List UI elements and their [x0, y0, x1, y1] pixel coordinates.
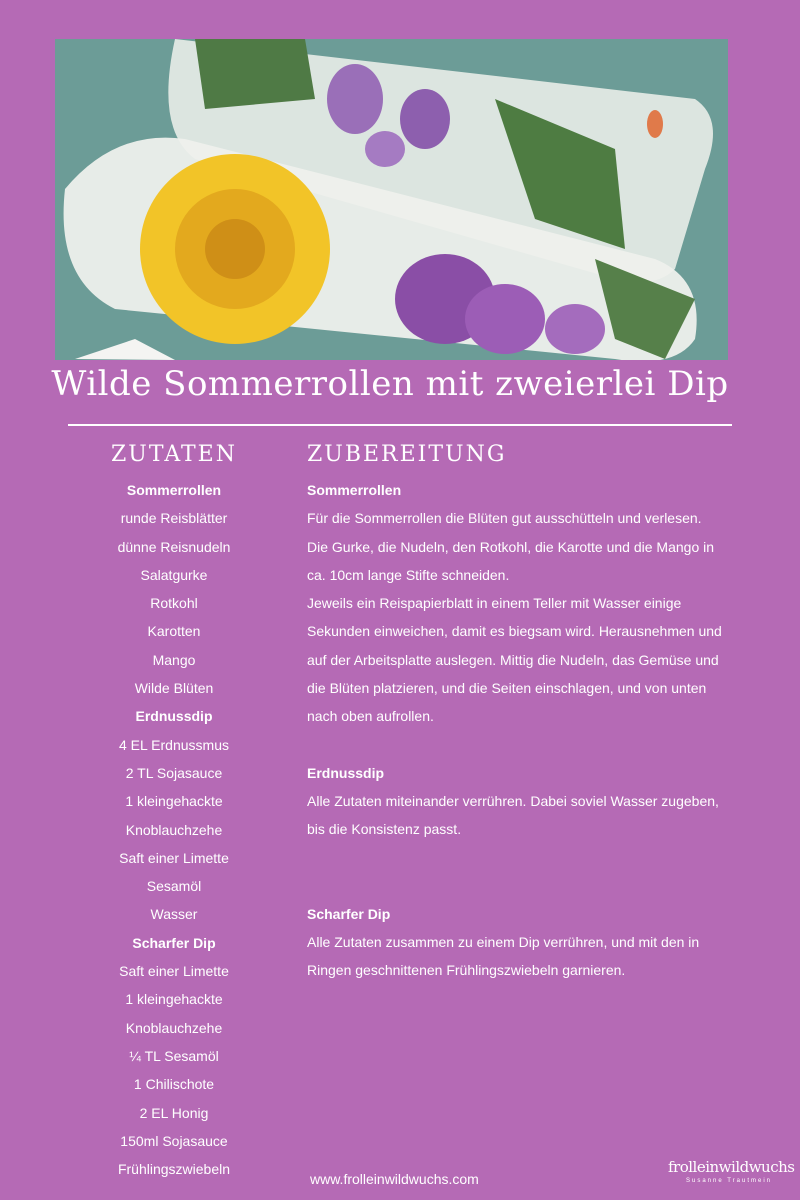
title-divider — [68, 424, 732, 426]
ingredient-item: Wilde Blüten — [134, 680, 214, 697]
ingredient-item: ¼ TL Sesamöl — [129, 1047, 219, 1064]
brand-logo — [668, 1158, 795, 1184]
ingredient-group-title: Sommerrollen — [126, 482, 222, 498]
step-text: Für die Sommerrollen die Blüten gut ausschütteln und verlesen. Die Gurke, die Nudeln, den Rotkohl, die Karotte und die Mango in ca. 10cm lange Stifte schneiden. Jeweils ein Reispapierblatt in einem Teller mit Wasser einige Sekunden einweichen, damit es biegsam wird. Herausnehmen und auf der Arbeitsplatte auslegen. Mittig die Nudeln, das Gemüse und die Blüten platzieren, und die Seiten einschlagen, und von unten nach oben aufrollen. — [307, 510, 722, 725]
ingredient-item: Karotten — [147, 623, 201, 640]
preparation-column — [307, 438, 747, 1012]
ingredient-item: Sesamöl — [146, 878, 202, 895]
preparation-step-scharfer-dip — [307, 900, 747, 985]
brand-subtitle: Susanne Trautmein — [685, 1178, 773, 1184]
step-text: Alle Zutaten miteinander verrühren. Dabei soviel Wasser zugeben, bis die Konsistenz passt. — [307, 792, 719, 838]
summer-rolls-illustration — [55, 39, 728, 360]
ingredient-item: Saft einer Limette — [119, 963, 229, 980]
ingredient-item: Knoblauchzehe — [125, 1019, 223, 1036]
ingredient-group-scharfer-dip — [86, 929, 262, 1184]
ingredient-item: Rotkohl — [150, 595, 198, 612]
website-link[interactable]: www.frolleinwildwuchs.com — [310, 1171, 479, 1187]
ingredients-heading: ZUTATEN — [111, 442, 237, 467]
ingredient-item: Frühlingszwiebeln — [117, 1161, 231, 1178]
preparation-heading: ZUBEREITUNG — [307, 442, 507, 467]
ingredient-item: Saft einer Limette — [119, 849, 229, 866]
ingredients-column — [86, 438, 262, 1183]
brand-name: frolleinwildwuchs — [668, 1158, 795, 1176]
step-title: Scharfer Dip — [307, 905, 391, 922]
preparation-step-erdnussdip — [307, 759, 747, 844]
preparation-step-sommerrollen — [307, 476, 747, 731]
step-title: Sommerrollen — [307, 482, 402, 498]
ingredient-item: Knoblauchzehe — [125, 821, 223, 838]
ingredient-group-title: Scharfer Dip — [132, 934, 216, 951]
ingredient-group-sommerrollen — [86, 476, 262, 702]
ingredient-item: Wasser — [150, 906, 198, 923]
ingredient-item: 4 EL Erdnussmus — [119, 736, 229, 753]
step-text: Alle Zutaten zusammen zu einem Dip verrühren, und mit den in Ringen geschnittenen Frühlingszwiebeln garnieren. — [307, 933, 700, 979]
ingredient-item: 1 kleingehackte — [125, 991, 223, 1008]
ingredient-group-title: Erdnussdip — [135, 708, 213, 725]
ingredient-item: 2 EL Honig — [139, 1104, 209, 1121]
ingredient-group-erdnussdip — [86, 702, 262, 928]
ingredient-item: dünne Reisnudeln — [117, 538, 231, 555]
ingredient-item: 1 kleingehackte — [125, 793, 223, 810]
ingredient-item: 2 TL Sojasauce — [125, 764, 223, 781]
ingredient-item: Salatgurke — [140, 566, 208, 583]
ingredient-item: 150ml Sojasauce — [120, 1132, 228, 1149]
ingredient-item: Mango — [152, 651, 196, 668]
ingredient-item: 1 Chilischote — [133, 1076, 215, 1093]
step-title: Erdnussdip — [307, 764, 385, 781]
ingredient-item: runde Reisblätter — [120, 510, 228, 527]
hero-photo — [55, 39, 728, 360]
recipe-title: Wilde Sommerrollen mit zweierlei Dip — [51, 364, 729, 404]
